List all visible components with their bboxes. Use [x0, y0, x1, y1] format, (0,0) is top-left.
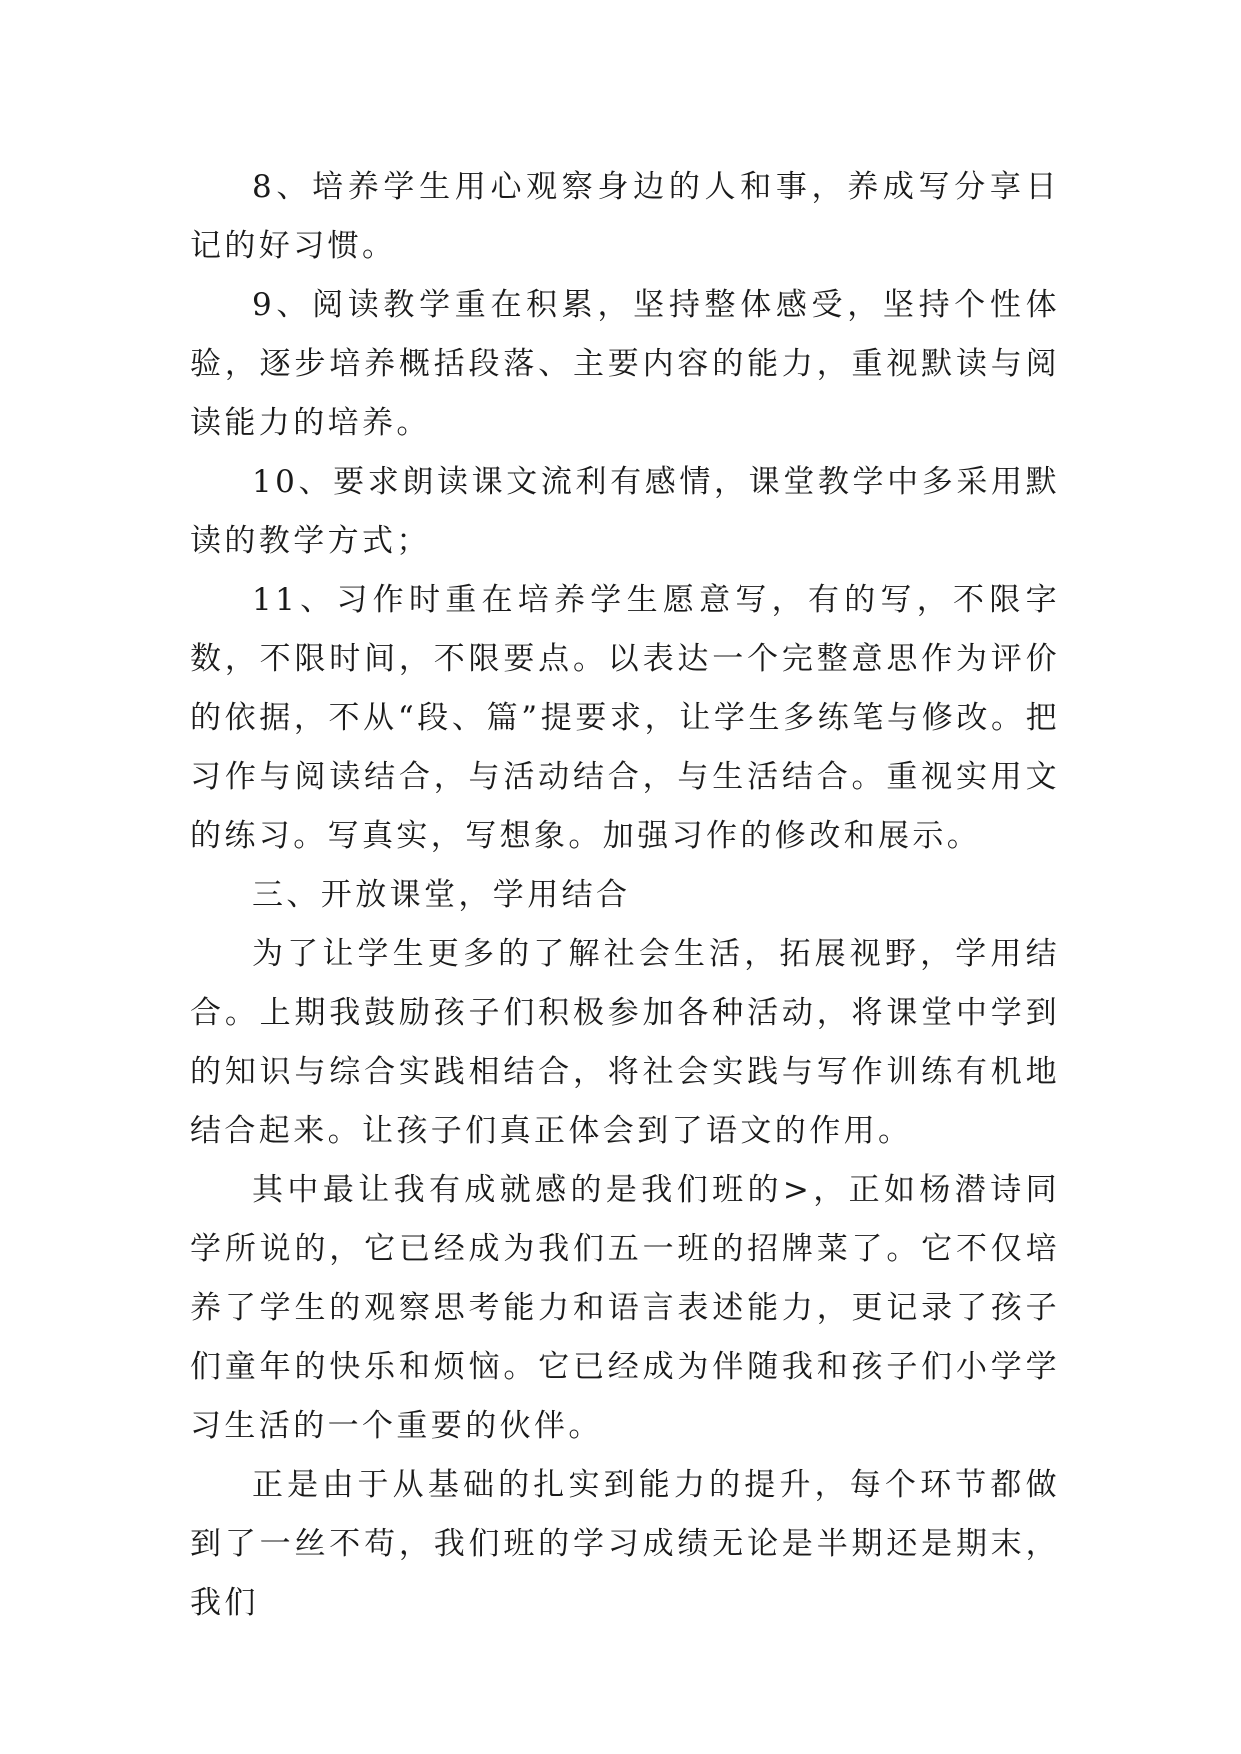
paragraph-open-classroom: 为了让学生更多的了解社会生活，拓展视野，学用结合。上期我鼓励孩子们积极参加各种活动，将课堂中学到的知识与综合实践相结合，将社会实践与写作训练有机地结合起来。让孩子们真正体会到了语文的作用。 [190, 936, 1060, 1149]
paragraph-results: 正是由于从基础的扎实到能力的提升，每个环节都做到了一丝不苟，我们班的学习成绩无论是半期还是期末，我们 [190, 1467, 1060, 1621]
paragraph-item-10: 10、要求朗读课文流利有感情，课堂教学中多采用默读的教学方式； [190, 464, 1060, 559]
paragraph-achievement: 其中最让我有成就感的是我们班的>，正如杨潜诗同学所说的，它已经成为我们五一班的招牌菜了。它不仅培养了学生的观察思考能力和语言表述能力，更记录了孩子们童年的快乐和烦恼。它已经成为伴随我和孩子们小学学习生活的一个重要的伙伴。 [190, 1172, 1060, 1444]
paragraph-item-8: 8、培养学生用心观察身边的人和事，养成写分享日记的好习惯。 [190, 169, 1060, 264]
paragraph-item-11: 11、习作时重在培养学生愿意写，有的写，不限字数，不限时间，不限要点。以表达一个完整意思作为评价的依据，不从“段、篇”提要求，让学生多练笔与修改。把习作与阅读结合，与活动结合，与生活结合。重视实用文的练习。写真实，写想象。加强习作的修改和展示。 [190, 582, 1060, 854]
section-heading: 三、开放课堂，学用结合 [252, 877, 631, 913]
paragraph-item-9: 9、阅读教学重在积累，坚持整体感受，坚持个性体验，逐步培养概括段落、主要内容的能力，重视默读与阅读能力的培养。 [190, 287, 1060, 441]
document-body [190, 158, 1060, 1633]
